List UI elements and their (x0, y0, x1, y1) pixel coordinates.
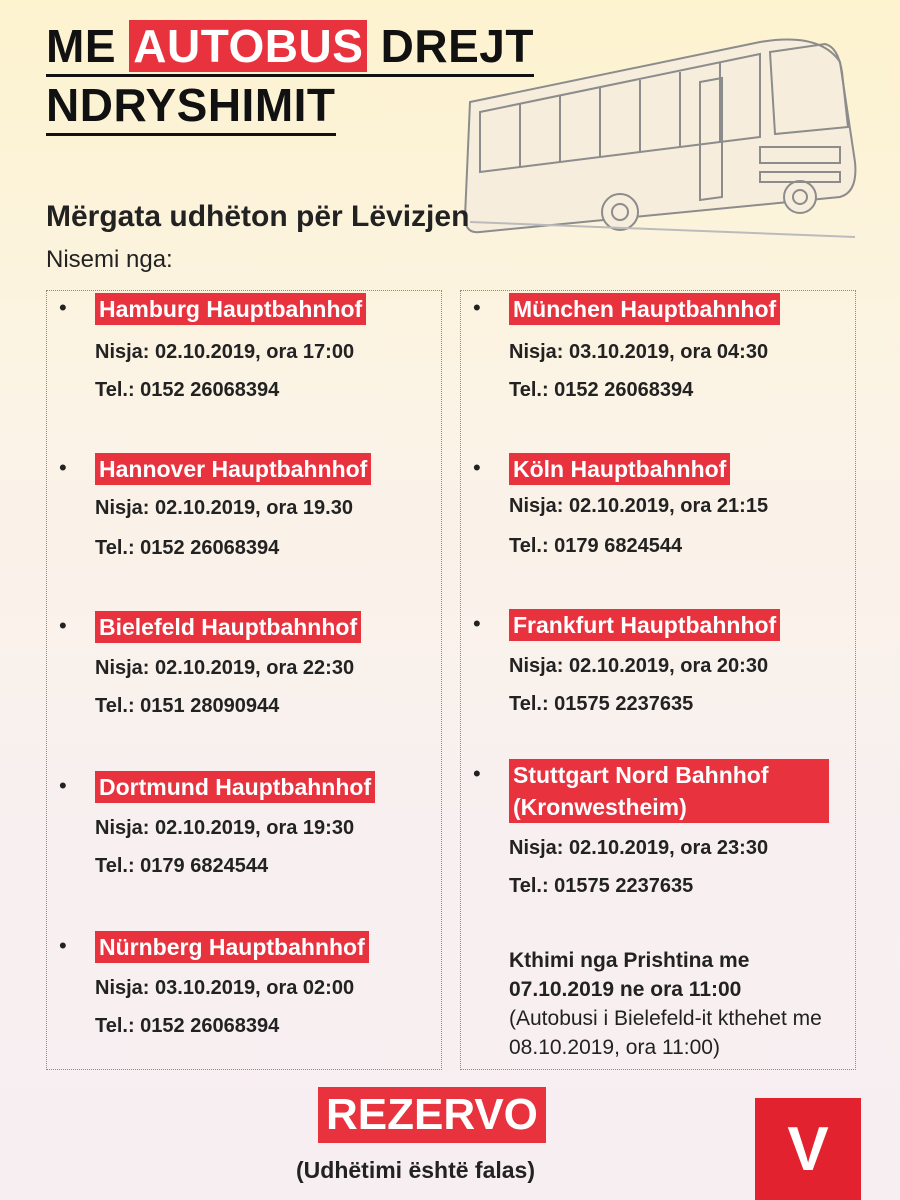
stop-departure: Nisja: 02.10.2019, ora 23:30 (509, 837, 769, 859)
stop-phone: Tel.: 0179 6824544 (509, 535, 683, 557)
stop-name: Hamburg Hauptbahnhof (95, 293, 366, 325)
bus-illustration (460, 22, 860, 242)
bullet: • (59, 455, 67, 480)
stop-departure: Nisja: 02.10.2019, ora 21:15 (509, 495, 769, 517)
stop-departure: Nisja: 02.10.2019, ora 19.30 (95, 497, 353, 519)
return-note: (Autobusi i Bielefeld-it kthehet me 08.10.2019, ora 11:00) (509, 1007, 822, 1059)
return-info (509, 946, 854, 1062)
title-part-2: DREJT (380, 20, 534, 72)
stop-phone: Tel.: 01575 2237635 (509, 875, 694, 897)
bullet: • (473, 295, 481, 320)
stop-name: Köln Hauptbahnhof (509, 453, 730, 485)
stop-departure: Nisja: 02.10.2019, ora 19:30 (95, 817, 355, 839)
stop-departure: Nisja: 02.10.2019, ora 20:30 (509, 655, 769, 677)
title-line-2: NDRYSHIMIT (46, 77, 336, 136)
stop-phone: Tel.: 0151 28090944 (95, 695, 280, 717)
stop-name: Hannover Hauptbahnhof (95, 453, 371, 485)
stop-departure: Nisja: 03.10.2019, ora 04:30 (509, 341, 769, 363)
bullet: • (473, 611, 481, 636)
stop-name: Stuttgart Nord Bahnhof (Kronwestheim) (509, 759, 829, 823)
stop-phone: Tel.: 01575 2237635 (509, 693, 694, 715)
bullet: • (473, 455, 481, 480)
stop-phone: Tel.: 0152 26068394 (95, 537, 280, 559)
bullet: • (59, 295, 67, 320)
title-part-1: ME (46, 20, 116, 72)
bullet: • (59, 613, 67, 638)
stop-phone: Tel.: 0152 26068394 (509, 379, 694, 401)
stop-name: Bielefeld Hauptbahnhof (95, 611, 361, 643)
stop-phone: Tel.: 0179 6824544 (95, 855, 269, 877)
stop-phone: Tel.: 0152 26068394 (95, 379, 280, 401)
stop-name: Nürnberg Hauptbahnhof (95, 931, 369, 963)
subtitle: Mërgata udhëton për Lëvizjen (46, 200, 470, 233)
v-logo: V (755, 1098, 861, 1200)
title-highlight: AUTOBUS (129, 20, 367, 72)
stop-departure: Nisja: 03.10.2019, ora 02:00 (95, 977, 355, 999)
stop-name: Frankfurt Hauptbahnhof (509, 609, 780, 641)
stop-name: München Hauptbahnhof (509, 293, 780, 325)
bullet: • (59, 933, 67, 958)
reserve-button[interactable]: REZERVO (318, 1087, 546, 1143)
bullet: • (59, 773, 67, 798)
stop-departure: Nisja: 02.10.2019, ora 17:00 (95, 341, 355, 363)
stop-departure: Nisja: 02.10.2019, ora 22:30 (95, 657, 355, 679)
return-line-1: Kthimi nga Prishtina me (509, 949, 750, 972)
free-travel-note: (Udhëtimi është falas) (296, 1157, 535, 1183)
stop-name: Dortmund Hauptbahnhof (95, 771, 375, 803)
right-stops-column (460, 290, 856, 1070)
bullet: • (473, 761, 481, 786)
left-stops-column (46, 290, 442, 1070)
stop-phone: Tel.: 0152 26068394 (95, 1015, 280, 1037)
departures-label: Nisemi nga: (46, 246, 173, 273)
return-line-2: 07.10.2019 ne ora 11:00 (509, 978, 742, 1001)
